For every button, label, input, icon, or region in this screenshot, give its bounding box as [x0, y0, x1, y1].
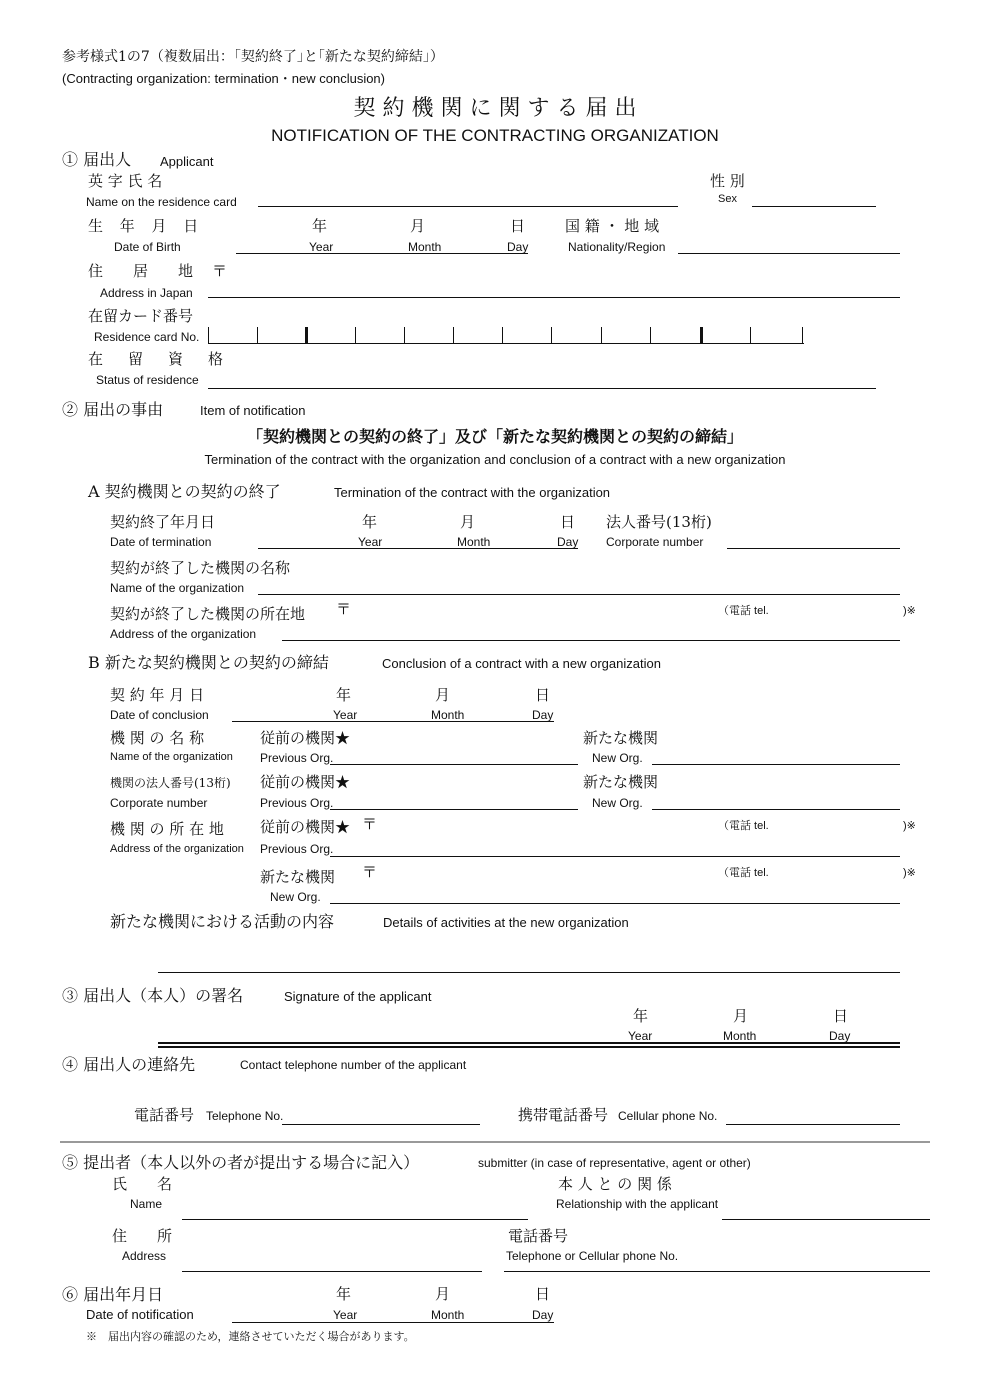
new-org-label: 新たな機関: [583, 773, 659, 791]
dob-month-en: Month: [408, 240, 442, 254]
section6-heading: ⑥ 届出年月日: [62, 1285, 164, 1304]
tel-close: )※: [903, 820, 916, 832]
submitter-phone-label: 電話番号: [508, 1227, 569, 1245]
card-label-en: Residence card No.: [94, 330, 200, 344]
tel-close: )※: [903, 605, 916, 617]
notification-day-en: Day: [532, 1308, 554, 1322]
nationality-label-en: Nationality/Region: [568, 240, 666, 254]
nationality-label: 国 籍 ・ 地 域: [565, 217, 660, 235]
signature-day-en: Day: [829, 1029, 851, 1043]
conclusion-day: 日: [535, 686, 551, 704]
section5-heading: ⑤ 提出者（本人以外の者が提出する場合に記入）: [62, 1153, 420, 1172]
sex-label: 性 別: [710, 172, 745, 190]
prev-org-label: 従前の機関★: [260, 729, 351, 747]
telephone-label: 電話番号: [134, 1106, 195, 1124]
tel-label: （電話 tel.: [718, 820, 769, 832]
part-a-heading: A 契約機関との契約の終了: [88, 482, 281, 501]
card-tick: [208, 327, 209, 344]
sex-label-en: Sex: [718, 193, 737, 205]
page-title-en: NOTIFICATION OF THE CONTRACTING ORGANIZATION: [271, 126, 719, 145]
prev-org-label-en: Previous Org.: [260, 796, 334, 810]
notification-month: 月: [435, 1285, 451, 1303]
cellphone-label-en: Cellular phone No.: [618, 1109, 718, 1123]
section3-heading: ③ 届出人（本人）の署名: [62, 986, 244, 1005]
prev-org-corp-field[interactable]: [330, 809, 578, 810]
termination-day: 日: [560, 513, 576, 531]
prev-org-label: 従前の機関★: [260, 773, 351, 791]
status-field[interactable]: [208, 388, 876, 389]
corporate-number-label-en: Corporate number: [606, 535, 704, 549]
notification-month-en: Month: [431, 1308, 465, 1322]
dob-year-en: Year: [309, 240, 334, 254]
dob-month: 月: [410, 217, 426, 235]
section4-heading-en: Contact telephone number of the applicant: [240, 1058, 467, 1072]
corporate-number-field[interactable]: [727, 548, 900, 549]
card-tick: [750, 327, 751, 344]
submitter-name-label: 氏 名: [112, 1175, 173, 1193]
address-label-en: Address in Japan: [100, 286, 193, 300]
card-tick: [502, 327, 503, 344]
termination-date-field[interactable]: [258, 548, 578, 549]
dob-year: 年: [312, 217, 328, 235]
relationship-label-en: Relationship with the applicant: [556, 1197, 719, 1211]
prev-org-name-field[interactable]: [330, 764, 578, 765]
prev-org-addr-field[interactable]: [330, 856, 900, 857]
signature-double-rule: [158, 1046, 900, 1048]
section1-heading-en: Applicant: [160, 154, 214, 169]
terminated-addr-label: 契約が終了した機関の所在地: [110, 605, 306, 623]
relationship-label: 本 人 と の 関 係: [558, 1175, 672, 1193]
activities-label: 新たな機関における活動の内容: [110, 912, 335, 931]
signature-day: 日: [833, 1007, 849, 1025]
card-tick: [802, 327, 803, 344]
termination-day-en: Day: [557, 535, 579, 549]
dob-label-en: Date of Birth: [114, 240, 181, 254]
terminated-org-field[interactable]: [258, 594, 900, 595]
dob-field[interactable]: [236, 253, 528, 254]
signature-month-en: Month: [723, 1029, 757, 1043]
new-org-label-en: New Org.: [592, 796, 643, 810]
notification-subject-en: Termination of the contract with the organization and conclusion of a contract with a new organization: [204, 452, 786, 467]
notification-year-en: Year: [333, 1308, 358, 1322]
new-org-addr-label: 機 関 の 所 在 地: [110, 820, 224, 838]
termination-month: 月: [460, 513, 476, 531]
terminated-org-label: 契約が終了した機関の名称: [110, 559, 291, 577]
submitter-address-label: 住 所: [112, 1227, 173, 1245]
card-tick: [355, 327, 356, 344]
section4-heading: ④ 届出人の連絡先: [62, 1055, 196, 1074]
new-org-label: 新たな機関: [260, 868, 336, 886]
conclusion-year-en: Year: [333, 708, 358, 722]
prev-org-label-en: Previous Org.: [260, 751, 334, 765]
footnote: ※ 届出内容の確認のため，連絡させていただく場合があります。: [86, 1330, 415, 1343]
form-reference-en: (Contracting organization: termination・new conclusion): [62, 71, 385, 86]
card-tick: [700, 327, 703, 344]
address-label: 住 居 地: [88, 262, 194, 280]
signature-year-en: Year: [628, 1029, 653, 1043]
section1-heading: ① 届出人: [62, 150, 132, 169]
activities-field[interactable]: [158, 972, 900, 973]
prev-org-label: 従前の機関★: [260, 818, 351, 836]
terminated-org-label-en: Name of the organization: [110, 581, 245, 595]
postal-mark: 〒: [362, 815, 378, 833]
new-org-label-en: New Org.: [270, 890, 321, 904]
signature-month: 月: [733, 1007, 749, 1025]
dob-day-en: Day: [507, 240, 529, 254]
status-label: 在 留 資 格: [88, 350, 229, 368]
new-org-addr-field[interactable]: [330, 903, 900, 904]
new-org-name-label: 機 関 の 名 称: [110, 729, 205, 747]
submitter-address-label-en: Address: [122, 1249, 167, 1263]
terminated-addr-field[interactable]: [282, 640, 900, 641]
tel-close: )※: [903, 867, 916, 879]
form-reference: 参考様式1の7（複数届出：｢契約終了｣と｢新たな契約締結｣）: [62, 49, 444, 65]
notification-year: 年: [336, 1285, 352, 1303]
part-b-heading-en: Conclusion of a contract with a new organization: [382, 656, 661, 671]
tel-label: （電話 tel.: [718, 867, 769, 879]
status-label-en: Status of residence: [96, 373, 199, 387]
tel-label: （電話 tel.: [718, 605, 769, 617]
new-org-corp-label-en: Corporate number: [110, 796, 208, 810]
termination-date-label-en: Date of termination: [110, 535, 212, 549]
signature-year: 年: [633, 1007, 649, 1025]
terminated-addr-label-en: Address of the organization: [110, 627, 257, 641]
new-org-label-en: New Org.: [592, 751, 643, 765]
card-tick: [551, 327, 552, 344]
postal-mark: 〒: [362, 863, 378, 881]
card-tick: [305, 327, 308, 344]
telephone-label-en: Telephone No.: [206, 1109, 284, 1123]
card-tick: [257, 327, 258, 344]
notification-date-field[interactable]: [232, 1322, 554, 1323]
page-title: 契 約 機 関 に 関 す る 届 出: [353, 96, 637, 121]
section5-heading-en: submitter (in case of representative, agent or other): [478, 1156, 751, 1170]
postal-mark: 〒: [336, 600, 352, 618]
new-org-addr-label-en: Address of the organization: [110, 843, 244, 855]
conclusion-day-en: Day: [532, 708, 554, 722]
notification-subject: 「契約機関との契約の終了」及び「新たな契約機関との契約の締結」: [246, 427, 743, 446]
termination-year: 年: [362, 513, 378, 531]
signature-field[interactable]: [158, 1042, 900, 1044]
sex-field[interactable]: [752, 206, 876, 207]
section6-heading-en: Date of notification: [86, 1307, 194, 1322]
relationship-field[interactable]: [722, 1219, 930, 1220]
card-tick: [453, 327, 454, 344]
card-tick: [601, 327, 602, 344]
notification-day: 日: [535, 1285, 551, 1303]
new-org-corp-label: 機関の法人番号(13桁): [110, 776, 231, 790]
prev-org-label-en: Previous Org.: [260, 842, 334, 856]
submitter-name-label-en: Name: [130, 1197, 163, 1211]
submitter-phone-field[interactable]: [504, 1271, 930, 1272]
postal-mark: 〒: [212, 262, 228, 280]
new-org-name-field[interactable]: [652, 764, 900, 765]
name-label-en: Name on the residence card: [86, 195, 237, 209]
corporate-number-label: 法人番号(13桁): [606, 513, 712, 531]
conclusion-month: 月: [435, 686, 451, 704]
section-divider: [60, 1141, 930, 1143]
section3-heading-en: Signature of the applicant: [284, 989, 432, 1004]
submitter-address-field[interactable]: [182, 1271, 482, 1272]
submitter-phone-label-en: Telephone or Cellular phone No.: [506, 1249, 679, 1263]
conclusion-date-label: 契 約 年 月 日: [110, 686, 205, 704]
termination-month-en: Month: [457, 535, 491, 549]
conclusion-year: 年: [336, 686, 352, 704]
new-org-label: 新たな機関: [583, 729, 659, 747]
card-label: 在留カード番号: [88, 307, 194, 325]
address-field[interactable]: [208, 297, 900, 298]
name-field[interactable]: [258, 206, 678, 207]
card-tick: [404, 327, 405, 344]
new-org-name-label-en: Name of the organization: [110, 751, 233, 763]
termination-year-en: Year: [358, 535, 383, 549]
new-org-corp-field[interactable]: [652, 809, 900, 810]
submitter-name-field[interactable]: [182, 1219, 528, 1220]
section2-heading: ② 届出の事由: [62, 400, 164, 419]
name-label: 英 字 氏 名: [88, 172, 163, 190]
dob-label: 生 年 月 日: [88, 217, 205, 235]
termination-date-label: 契約終了年月日: [110, 513, 216, 531]
part-a-heading-en: Termination of the contract with the organization: [334, 485, 611, 500]
conclusion-date-field[interactable]: [232, 721, 554, 722]
activities-label-en: Details of activities at the new organization: [383, 915, 629, 930]
section2-heading-en: Item of notification: [200, 403, 306, 418]
conclusion-date-label-en: Date of conclusion: [110, 708, 209, 722]
nationality-field[interactable]: [678, 253, 900, 254]
dob-day: 日: [510, 217, 526, 235]
cellphone-label: 携帯電話番号: [518, 1106, 609, 1124]
part-b-heading: B 新たな契約機関との契約の締結: [88, 653, 329, 672]
telephone-field[interactable]: [282, 1124, 480, 1125]
cellphone-field[interactable]: [726, 1124, 900, 1125]
conclusion-month-en: Month: [431, 708, 465, 722]
card-tick: [650, 327, 651, 344]
card-number-field[interactable]: [208, 343, 804, 344]
